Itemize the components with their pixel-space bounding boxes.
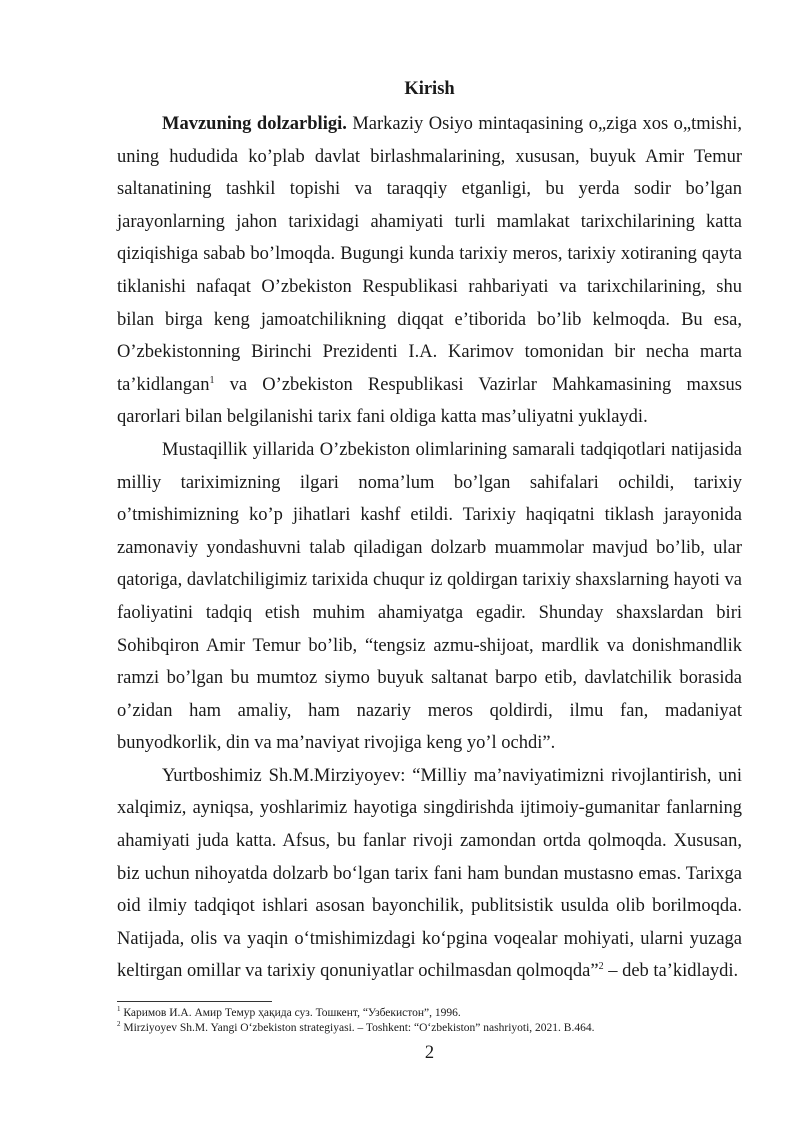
footnotes (117, 1006, 742, 1036)
footnote-text: Mirziyoyev Sh.M. Yangi O‘zbekiston strategiyasi. – Toshkent: “O‘zbekiston” nashriyoti, 2021. B.464. (120, 1022, 595, 1034)
document-page (117, 0, 742, 1131)
paragraph-text: – deb ta’kidlaydi. (603, 961, 739, 982)
footnote-item (117, 1006, 742, 1021)
paragraph-president-quote (117, 760, 742, 988)
paragraph-relevance (117, 108, 742, 434)
paragraph-text: va O’zbekiston Respublikasi Vazirlar Mahkamasining maxsus qarorlari bilan belgilanishi tarix fani oldiga katta mas’uliyatni yuklaydi. (117, 374, 742, 428)
paragraph-text: Markaziy Osiyo mintaqasining o„ziga xos o„tmishi, uning hududida ko’plab davlat birlashmalarining, xususan, buyuk Amir Temur saltanatining tashkil topishi va taraqqiy etganligi, bu yerda sodir bo’lgan jarayonlarning jahon tarixidagi ahamiyati turli mamlakat tarixchilarining katta qiziqishiga sabab bo’lmoqda. Bugungi kunda tarixiy meros, tarixiy xotiraning qayta tiklanishi nafaqat O’zbekiston Respublikasi rahbariyati va tarixchilarining, shu bilan birga keng jamoatchilikning diqqat e’tiborida bo’lib kelmoqda. Bu esa, O’zbekistonning Birinchi Prezidenti I.A. Karimov tomonidan bir necha marta ta’kidlangan (117, 114, 742, 395)
body-text (117, 108, 742, 988)
paragraph-text: Mustaqillik yillarida O’zbekiston olimlarining samarali tadqiqotlari natijasida milliy tariximizning ilgari noma’lum bo’lgan sahifalari ochildi, tarixiy o’tmishimizning ko’p jihatlari kashf etildi. Tarixiy haqiqatni tiklash jarayonida zamonaviy yondashuvni talab qiladigan dolzarb muammolar mavjud bo’lib, ular qatoriga, davlatchiligimiz tarixida chuqur iz qoldirgan tarixiy shaxslarning hayoti va faoliyatini tadqiq etish muhim ahamiyatga egadir. Shunday shaxslardan biri Sohibqiron Amir Temur bo’lib, “tengsiz azmu-shijoat, mardlik va donishmandlik ramzi bo’lgan bu mumtoz siymo buyuk saltanat barpo etib, davlatchilik borasida o’zidan ham amaliy, ham nazariy meros qoldirdi, ilmu fan, madaniyat bunyodkorlik, din va ma’naviyat rivojiga keng yo’l ochdi”. (117, 439, 742, 754)
footnote-separator (117, 1001, 272, 1002)
section-title: Kirish (404, 79, 455, 99)
paragraph-lead: Mavzuning dolzarbligi. (162, 114, 347, 134)
paragraph-text: Yurtboshimiz Sh.M.Mirziyoyev: “Milliy ma’naviyatimizni rivojlantirish, uni xalqimiz, ayniqsa, yoshlarimiz hayotiga singdirishda ijtimoiy-gumanitar fanlarning ahamiyati juda katta. Afsus, bu fanlar rivoji zamondan ortda qolmoqda. Xususan, biz uchun nihoyatda dolzarb bo‘lgan tarix fani ham bundan mustasno emas. Tarixga oid ilmiy tadqiqot ishlari asosan bayonchilik, publitsistik usulda olib borilmoqda. Natijada, olis va yaqin o‘tmishimizdagi ko‘pgina voqealar mohiyati, ularni yuzaga keltirgan omillar va tarixiy qonuniyatlar ochilmasdan qolmoqda” (117, 765, 742, 982)
footnote-item (117, 1021, 742, 1036)
footnote-reference: 1 (209, 374, 215, 386)
footnote-reference: 2 (598, 961, 604, 973)
paragraph-independence (117, 434, 742, 760)
page-number: 2 (424, 1043, 435, 1063)
footnote-text: Каримов И.А. Амир Темур ҳақида суз. Тошкент, “Узбекистон”, 1996. (120, 1007, 461, 1019)
footnote-mark: 2 (117, 1020, 121, 1029)
footnote-mark: 1 (117, 1005, 121, 1014)
